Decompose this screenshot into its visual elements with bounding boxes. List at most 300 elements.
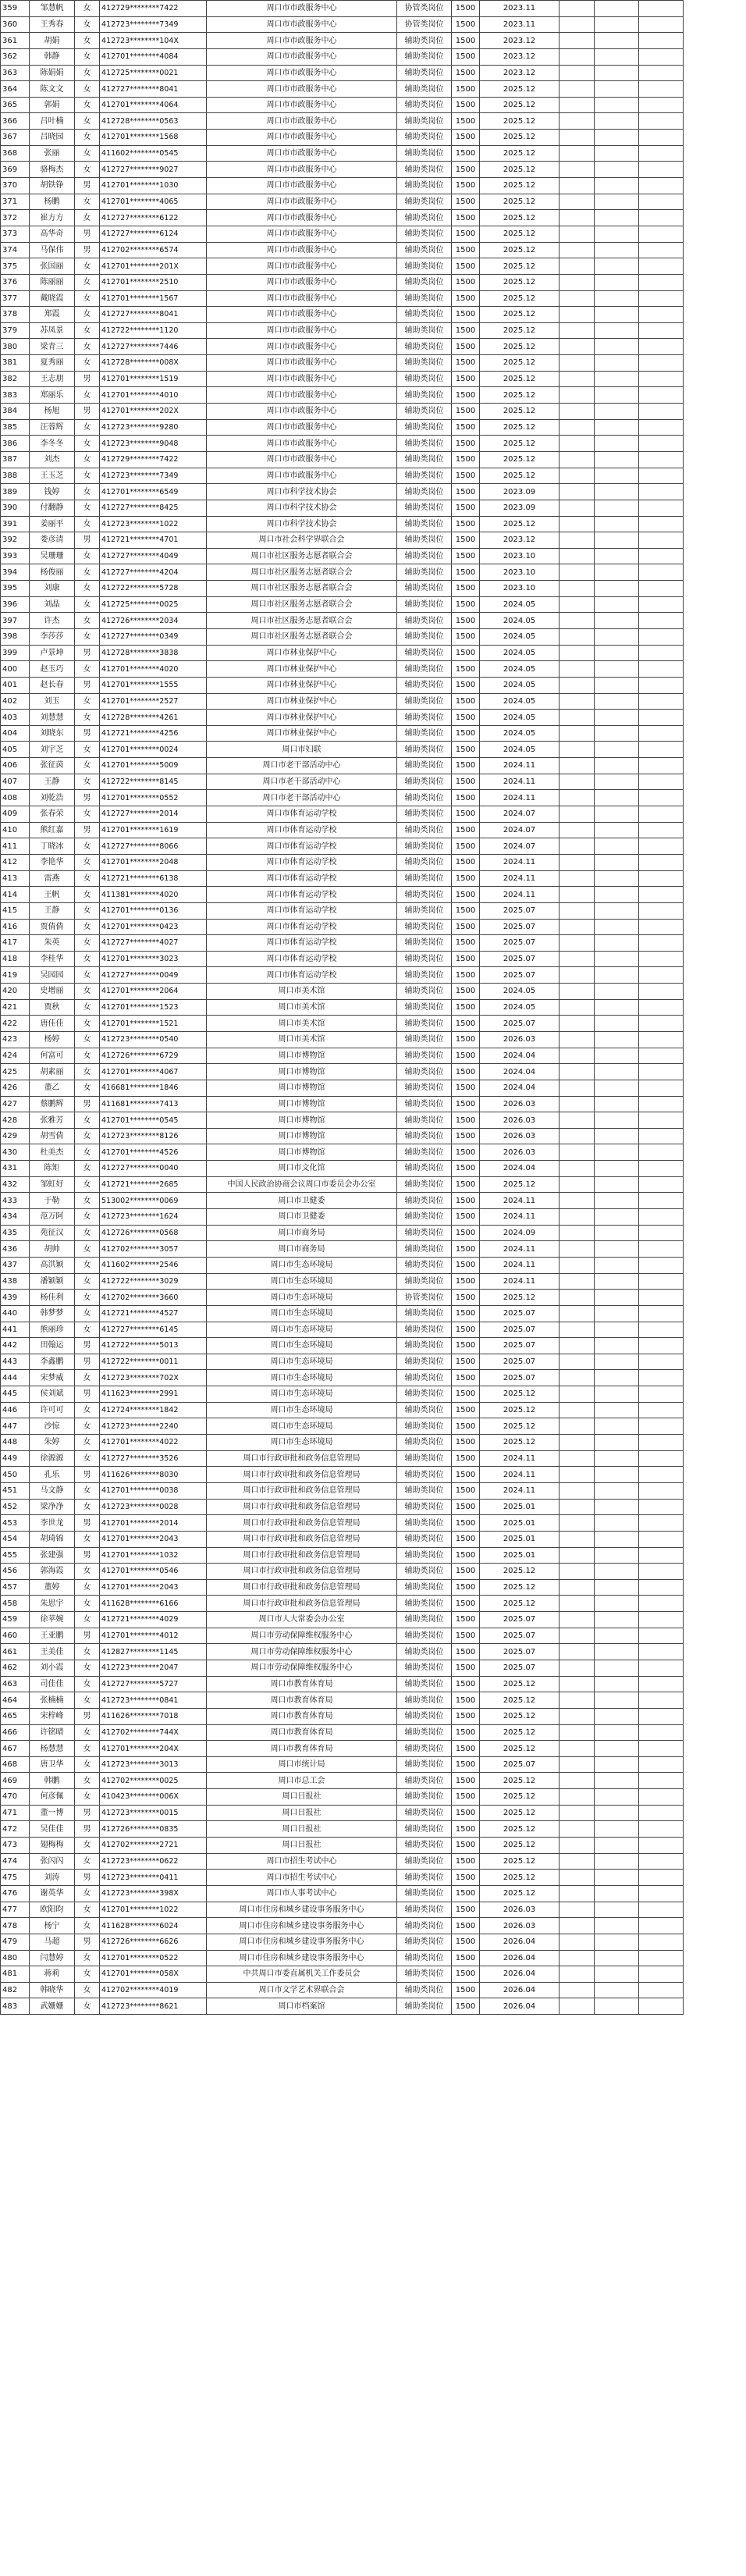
row-index-cell[interactable]: 440: [1, 1305, 30, 1322]
id-number-cell[interactable]: 412701********4020: [100, 661, 207, 678]
empty-cell[interactable]: [639, 1934, 684, 1950]
start-month-cell[interactable]: 2025.07: [480, 1756, 560, 1773]
empty-cell[interactable]: [595, 548, 639, 564]
id-number-cell[interactable]: 412727********6145: [100, 1322, 207, 1338]
person-name-cell[interactable]: 孔乐: [30, 1467, 75, 1483]
position-type-cell[interactable]: 辅助类岗位: [397, 1966, 452, 1983]
row-index-cell[interactable]: 395: [1, 581, 30, 597]
empty-cell[interactable]: [595, 113, 639, 130]
id-number-cell[interactable]: 412701********4022: [100, 1435, 207, 1451]
empty-cell[interactable]: [639, 902, 684, 919]
subsidy-amount-cell[interactable]: 1500: [452, 1692, 480, 1709]
work-unit-cell[interactable]: 周口市市政服务中心: [207, 162, 397, 178]
subsidy-amount-cell[interactable]: 1500: [452, 1579, 480, 1596]
person-name-cell[interactable]: 翅梅梅: [30, 1838, 75, 1854]
person-name-cell[interactable]: 刘小霞: [30, 1660, 75, 1676]
empty-cell[interactable]: [560, 16, 595, 33]
empty-cell[interactable]: [595, 838, 639, 855]
work-unit-cell[interactable]: 周口市行政审批和政务信息管理局: [207, 1450, 397, 1467]
position-type-cell[interactable]: 辅助类岗位: [397, 1998, 452, 2015]
row-index-cell[interactable]: 432: [1, 1176, 30, 1193]
start-month-cell[interactable]: 2024.05: [480, 693, 560, 710]
empty-cell[interactable]: [560, 1724, 595, 1741]
empty-cell[interactable]: [595, 1257, 639, 1273]
empty-cell[interactable]: [639, 1370, 684, 1386]
person-name-cell[interactable]: 熊红嘉: [30, 822, 75, 838]
empty-cell[interactable]: [595, 1322, 639, 1338]
subsidy-amount-cell[interactable]: 1500: [452, 854, 480, 870]
position-type-cell[interactable]: 辅助类岗位: [397, 1241, 452, 1258]
empty-cell[interactable]: [595, 1838, 639, 1854]
gender-cell[interactable]: 女: [75, 548, 100, 564]
empty-cell[interactable]: [639, 661, 684, 678]
id-number-cell[interactable]: 412727********6124: [100, 226, 207, 242]
position-type-cell[interactable]: 辅助类岗位: [397, 1531, 452, 1547]
row-index-cell[interactable]: 448: [1, 1435, 30, 1451]
start-month-cell[interactable]: 2026.03: [480, 1096, 560, 1112]
empty-cell[interactable]: [639, 951, 684, 967]
subsidy-amount-cell[interactable]: 1500: [452, 81, 480, 98]
person-name-cell[interactable]: 武姗姗: [30, 1998, 75, 2015]
position-type-cell[interactable]: 辅助类岗位: [397, 1032, 452, 1048]
id-number-cell[interactable]: 412727********8041: [100, 81, 207, 98]
position-type-cell[interactable]: 辅助类岗位: [397, 645, 452, 661]
gender-cell[interactable]: 女: [75, 1482, 100, 1499]
gender-cell[interactable]: 男: [75, 1870, 100, 1886]
empty-cell[interactable]: [639, 1322, 684, 1338]
id-number-cell[interactable]: 412723********0028: [100, 1499, 207, 1515]
work-unit-cell[interactable]: 周口市市政服务中心: [207, 290, 397, 307]
position-type-cell[interactable]: 辅助类岗位: [397, 693, 452, 710]
empty-cell[interactable]: [595, 274, 639, 290]
row-index-cell[interactable]: 360: [1, 16, 30, 33]
start-month-cell[interactable]: 2025.12: [480, 419, 560, 436]
id-number-cell[interactable]: 412723********0015: [100, 1805, 207, 1821]
gender-cell[interactable]: 女: [75, 274, 100, 290]
work-unit-cell[interactable]: 周口市行政审批和政务信息管理局: [207, 1515, 397, 1532]
id-number-cell[interactable]: 412701********2043: [100, 1579, 207, 1596]
row-index-cell[interactable]: 402: [1, 693, 30, 710]
start-month-cell[interactable]: 2024.11: [480, 1273, 560, 1290]
empty-cell[interactable]: [639, 1144, 684, 1161]
subsidy-amount-cell[interactable]: 1500: [452, 661, 480, 678]
empty-cell[interactable]: [639, 1435, 684, 1451]
empty-cell[interactable]: [639, 822, 684, 838]
row-index-cell[interactable]: 467: [1, 1741, 30, 1757]
empty-cell[interactable]: [639, 1064, 684, 1080]
id-number-cell[interactable]: 412701********2048: [100, 854, 207, 870]
subsidy-amount-cell[interactable]: 1500: [452, 935, 480, 952]
start-month-cell[interactable]: 2024.05: [480, 725, 560, 742]
empty-cell[interactable]: [595, 436, 639, 452]
empty-cell[interactable]: [560, 1579, 595, 1596]
id-number-cell[interactable]: 412727********0049: [100, 967, 207, 984]
subsidy-amount-cell[interactable]: 1500: [452, 628, 480, 645]
position-type-cell[interactable]: 辅助类岗位: [397, 113, 452, 130]
person-name-cell[interactable]: 蔡鹏辉: [30, 1096, 75, 1112]
person-name-cell[interactable]: 司佳佳: [30, 1676, 75, 1692]
empty-cell[interactable]: [595, 806, 639, 823]
empty-cell[interactable]: [560, 500, 595, 516]
empty-cell[interactable]: [595, 242, 639, 258]
empty-cell[interactable]: [639, 548, 684, 564]
row-index-cell[interactable]: 404: [1, 725, 30, 742]
subsidy-amount-cell[interactable]: 1500: [452, 1870, 480, 1886]
person-name-cell[interactable]: 董乙: [30, 1080, 75, 1096]
position-type-cell[interactable]: 辅助类岗位: [397, 806, 452, 823]
person-name-cell[interactable]: 韩静: [30, 48, 75, 65]
subsidy-amount-cell[interactable]: 1500: [452, 1531, 480, 1547]
work-unit-cell[interactable]: 周口市林业保护中心: [207, 661, 397, 678]
start-month-cell[interactable]: 2025.07: [480, 1322, 560, 1338]
start-month-cell[interactable]: 2025.12: [480, 130, 560, 146]
empty-cell[interactable]: [560, 628, 595, 645]
gender-cell[interactable]: 女: [75, 451, 100, 468]
empty-cell[interactable]: [639, 339, 684, 355]
empty-cell[interactable]: [639, 1305, 684, 1322]
empty-cell[interactable]: [560, 1773, 595, 1789]
position-type-cell[interactable]: 辅助类岗位: [397, 1322, 452, 1338]
id-number-cell[interactable]: 412726********6626: [100, 1934, 207, 1950]
work-unit-cell[interactable]: 周口市博物馆: [207, 1128, 397, 1144]
person-name-cell[interactable]: 贾秋: [30, 999, 75, 1016]
subsidy-amount-cell[interactable]: 1500: [452, 178, 480, 194]
start-month-cell[interactable]: 2024.05: [480, 645, 560, 661]
row-index-cell[interactable]: 388: [1, 468, 30, 484]
empty-cell[interactable]: [560, 468, 595, 484]
row-index-cell[interactable]: 454: [1, 1531, 30, 1547]
work-unit-cell[interactable]: 周口日报社: [207, 1821, 397, 1838]
row-index-cell[interactable]: 418: [1, 951, 30, 967]
empty-cell[interactable]: [560, 242, 595, 258]
empty-cell[interactable]: [560, 1596, 595, 1612]
start-month-cell[interactable]: 2023.11: [480, 16, 560, 33]
start-month-cell[interactable]: 2025.12: [480, 451, 560, 468]
gender-cell[interactable]: 女: [75, 758, 100, 774]
position-type-cell[interactable]: 辅助类岗位: [397, 339, 452, 355]
position-type-cell[interactable]: 辅助类岗位: [397, 1676, 452, 1692]
empty-cell[interactable]: [560, 693, 595, 710]
work-unit-cell[interactable]: 周口市美术馆: [207, 1032, 397, 1048]
gender-cell[interactable]: 女: [75, 564, 100, 581]
empty-cell[interactable]: [560, 902, 595, 919]
id-number-cell[interactable]: 412727********3526: [100, 1450, 207, 1467]
subsidy-amount-cell[interactable]: 1500: [452, 1676, 480, 1692]
subsidy-amount-cell[interactable]: 1500: [452, 1305, 480, 1322]
position-type-cell[interactable]: 辅助类岗位: [397, 1064, 452, 1080]
start-month-cell[interactable]: 2023.09: [480, 484, 560, 500]
id-number-cell[interactable]: 412727********8425: [100, 500, 207, 516]
start-month-cell[interactable]: 2026.03: [480, 1918, 560, 1934]
empty-cell[interactable]: [595, 1499, 639, 1515]
position-type-cell[interactable]: 辅助类岗位: [397, 887, 452, 903]
row-index-cell[interactable]: 439: [1, 1290, 30, 1306]
id-number-cell[interactable]: 412701********3023: [100, 951, 207, 967]
gender-cell[interactable]: 女: [75, 145, 100, 162]
empty-cell[interactable]: [595, 1531, 639, 1547]
gender-cell[interactable]: 男: [75, 1338, 100, 1354]
row-index-cell[interactable]: 463: [1, 1676, 30, 1692]
empty-cell[interactable]: [639, 468, 684, 484]
start-month-cell[interactable]: 2025.12: [480, 1805, 560, 1821]
person-name-cell[interactable]: 沙惊: [30, 1418, 75, 1435]
start-month-cell[interactable]: 2025.12: [480, 178, 560, 194]
person-name-cell[interactable]: 高华奇: [30, 226, 75, 242]
person-name-cell[interactable]: 骆梅杰: [30, 162, 75, 178]
gender-cell[interactable]: 女: [75, 1644, 100, 1660]
work-unit-cell[interactable]: 周口市劳动保障维权服务中心: [207, 1644, 397, 1660]
person-name-cell[interactable]: 杨俊丽: [30, 564, 75, 581]
work-unit-cell[interactable]: 周口市市政服务中心: [207, 307, 397, 323]
start-month-cell[interactable]: 2025.12: [480, 1290, 560, 1306]
start-month-cell[interactable]: 2023.10: [480, 564, 560, 581]
work-unit-cell[interactable]: 周口市市政服务中心: [207, 468, 397, 484]
row-index-cell[interactable]: 394: [1, 564, 30, 581]
work-unit-cell[interactable]: 周口市博物馆: [207, 1096, 397, 1112]
empty-cell[interactable]: [639, 1048, 684, 1064]
row-index-cell[interactable]: 361: [1, 33, 30, 49]
id-number-cell[interactable]: 412701********2064: [100, 984, 207, 1000]
empty-cell[interactable]: [595, 1193, 639, 1209]
empty-cell[interactable]: [639, 33, 684, 49]
id-number-cell[interactable]: 412721********2685: [100, 1176, 207, 1193]
gender-cell[interactable]: 女: [75, 1773, 100, 1789]
row-index-cell[interactable]: 374: [1, 242, 30, 258]
row-index-cell[interactable]: 426: [1, 1080, 30, 1096]
empty-cell[interactable]: [595, 1338, 639, 1354]
empty-cell[interactable]: [595, 919, 639, 935]
row-index-cell[interactable]: 390: [1, 500, 30, 516]
empty-cell[interactable]: [595, 451, 639, 468]
empty-cell[interactable]: [595, 162, 639, 178]
empty-cell[interactable]: [595, 774, 639, 790]
work-unit-cell[interactable]: 周口市美术馆: [207, 984, 397, 1000]
start-month-cell[interactable]: 2024.11: [480, 870, 560, 887]
subsidy-amount-cell[interactable]: 1500: [452, 1176, 480, 1193]
subsidy-amount-cell[interactable]: 1500: [452, 967, 480, 984]
id-number-cell[interactable]: 412729********7422: [100, 1, 207, 17]
empty-cell[interactable]: [639, 838, 684, 855]
work-unit-cell[interactable]: 周口市体育运动学校: [207, 822, 397, 838]
row-index-cell[interactable]: 410: [1, 822, 30, 838]
empty-cell[interactable]: [560, 1418, 595, 1435]
gender-cell[interactable]: 男: [75, 404, 100, 420]
id-number-cell[interactable]: 412701********1568: [100, 130, 207, 146]
empty-cell[interactable]: [560, 1612, 595, 1628]
work-unit-cell[interactable]: 周口市社区服务志愿者联合会: [207, 581, 397, 597]
empty-cell[interactable]: [639, 999, 684, 1016]
id-number-cell[interactable]: 411628********6024: [100, 1918, 207, 1934]
subsidy-amount-cell[interactable]: 1500: [452, 290, 480, 307]
gender-cell[interactable]: 女: [75, 887, 100, 903]
row-index-cell[interactable]: 472: [1, 1821, 30, 1838]
start-month-cell[interactable]: 2025.12: [480, 1176, 560, 1193]
start-month-cell[interactable]: 2025.07: [480, 1338, 560, 1354]
start-month-cell[interactable]: 2026.03: [480, 1144, 560, 1161]
empty-cell[interactable]: [595, 1885, 639, 1902]
start-month-cell[interactable]: 2025.12: [480, 371, 560, 387]
work-unit-cell[interactable]: 周口市市政服务中心: [207, 1, 397, 17]
empty-cell[interactable]: [595, 870, 639, 887]
id-number-cell[interactable]: 412701********0545: [100, 1112, 207, 1129]
position-type-cell[interactable]: 辅助类岗位: [397, 145, 452, 162]
row-index-cell[interactable]: 368: [1, 145, 30, 162]
row-index-cell[interactable]: 428: [1, 1112, 30, 1129]
empty-cell[interactable]: [595, 1290, 639, 1306]
empty-cell[interactable]: [639, 1692, 684, 1709]
empty-cell[interactable]: [639, 242, 684, 258]
person-name-cell[interactable]: 杜美杰: [30, 1144, 75, 1161]
work-unit-cell[interactable]: 周口市市政服务中心: [207, 145, 397, 162]
empty-cell[interactable]: [560, 725, 595, 742]
row-index-cell[interactable]: 373: [1, 226, 30, 242]
work-unit-cell[interactable]: 周口市商务局: [207, 1225, 397, 1241]
empty-cell[interactable]: [639, 500, 684, 516]
id-number-cell[interactable]: 412727********5727: [100, 1676, 207, 1692]
person-name-cell[interactable]: 陈文文: [30, 81, 75, 98]
work-unit-cell[interactable]: 周口市市政服务中心: [207, 419, 397, 436]
position-type-cell[interactable]: 辅助类岗位: [397, 1418, 452, 1435]
work-unit-cell[interactable]: 周口市社区服务志愿者联合会: [207, 564, 397, 581]
subsidy-amount-cell[interactable]: 1500: [452, 1096, 480, 1112]
row-index-cell[interactable]: 372: [1, 210, 30, 226]
empty-cell[interactable]: [560, 113, 595, 130]
person-name-cell[interactable]: 王玉芝: [30, 468, 75, 484]
id-number-cell[interactable]: 411623********2991: [100, 1386, 207, 1403]
work-unit-cell[interactable]: 周口市体育运动学校: [207, 838, 397, 855]
empty-cell[interactable]: [595, 1144, 639, 1161]
person-name-cell[interactable]: 崔方方: [30, 210, 75, 226]
subsidy-amount-cell[interactable]: 1500: [452, 48, 480, 65]
empty-cell[interactable]: [639, 226, 684, 242]
position-type-cell[interactable]: 辅助类岗位: [397, 1950, 452, 1966]
person-name-cell[interactable]: 郭海霞: [30, 1564, 75, 1580]
position-type-cell[interactable]: 辅助类岗位: [397, 1628, 452, 1644]
position-type-cell[interactable]: 辅助类岗位: [397, 1096, 452, 1112]
empty-cell[interactable]: [595, 1612, 639, 1628]
gender-cell[interactable]: 女: [75, 1789, 100, 1806]
gender-cell[interactable]: 女: [75, 1305, 100, 1322]
work-unit-cell[interactable]: 周口市科学技术协会: [207, 500, 397, 516]
gender-cell[interactable]: 女: [75, 1692, 100, 1709]
person-name-cell[interactable]: 杨佳利: [30, 1290, 75, 1306]
position-type-cell[interactable]: 辅助类岗位: [397, 48, 452, 65]
row-index-cell[interactable]: 429: [1, 1128, 30, 1144]
empty-cell[interactable]: [595, 290, 639, 307]
gender-cell[interactable]: 女: [75, 1128, 100, 1144]
empty-cell[interactable]: [560, 677, 595, 693]
empty-cell[interactable]: [595, 1225, 639, 1241]
subsidy-amount-cell[interactable]: 1500: [452, 339, 480, 355]
subsidy-amount-cell[interactable]: 1500: [452, 1918, 480, 1934]
start-month-cell[interactable]: 2024.11: [480, 1257, 560, 1273]
id-number-cell[interactable]: 412727********9027: [100, 162, 207, 178]
row-index-cell[interactable]: 478: [1, 1918, 30, 1934]
person-name-cell[interactable]: 刘宇芝: [30, 742, 75, 758]
empty-cell[interactable]: [639, 322, 684, 339]
position-type-cell[interactable]: 辅助类岗位: [397, 1756, 452, 1773]
work-unit-cell[interactable]: 周口市市政服务中心: [207, 436, 397, 452]
id-number-cell[interactable]: 412727********4027: [100, 935, 207, 952]
subsidy-amount-cell[interactable]: 1500: [452, 1805, 480, 1821]
empty-cell[interactable]: [639, 613, 684, 629]
subsidy-amount-cell[interactable]: 1500: [452, 355, 480, 372]
id-number-cell[interactable]: 412727********4049: [100, 548, 207, 564]
start-month-cell[interactable]: 2025.07: [480, 902, 560, 919]
person-name-cell[interactable]: 梁净净: [30, 1499, 75, 1515]
start-month-cell[interactable]: 2024.11: [480, 1193, 560, 1209]
person-name-cell[interactable]: 陈矩: [30, 1161, 75, 1177]
start-month-cell[interactable]: 2024.05: [480, 661, 560, 678]
work-unit-cell[interactable]: 周口市行政审批和政务信息管理局: [207, 1531, 397, 1547]
id-number-cell[interactable]: 412701********1555: [100, 677, 207, 693]
empty-cell[interactable]: [560, 1096, 595, 1112]
empty-cell[interactable]: [595, 210, 639, 226]
subsidy-amount-cell[interactable]: 1500: [452, 16, 480, 33]
id-number-cell[interactable]: 513002********0069: [100, 1193, 207, 1209]
person-name-cell[interactable]: 王美佳: [30, 1644, 75, 1660]
row-index-cell[interactable]: 391: [1, 516, 30, 532]
start-month-cell[interactable]: 2025.12: [480, 113, 560, 130]
empty-cell[interactable]: [595, 1821, 639, 1838]
work-unit-cell[interactable]: 周口市美术馆: [207, 999, 397, 1016]
empty-cell[interactable]: [595, 790, 639, 806]
position-type-cell[interactable]: 辅助类岗位: [397, 178, 452, 194]
subsidy-amount-cell[interactable]: 1500: [452, 436, 480, 452]
work-unit-cell[interactable]: 周口市生态环境局: [207, 1290, 397, 1306]
position-type-cell[interactable]: 辅助类岗位: [397, 65, 452, 81]
row-index-cell[interactable]: 465: [1, 1708, 30, 1724]
start-month-cell[interactable]: 2025.12: [480, 307, 560, 323]
empty-cell[interactable]: [595, 1241, 639, 1258]
gender-cell[interactable]: 女: [75, 97, 100, 113]
row-index-cell[interactable]: 481: [1, 1966, 30, 1983]
row-index-cell[interactable]: 460: [1, 1628, 30, 1644]
row-index-cell[interactable]: 382: [1, 371, 30, 387]
empty-cell[interactable]: [560, 1290, 595, 1306]
row-index-cell[interactable]: 385: [1, 419, 30, 436]
id-number-cell[interactable]: 412702********6574: [100, 242, 207, 258]
id-number-cell[interactable]: 412702********744X: [100, 1724, 207, 1741]
person-name-cell[interactable]: 卢景坤: [30, 645, 75, 661]
id-number-cell[interactable]: 412723********7349: [100, 16, 207, 33]
empty-cell[interactable]: [639, 1096, 684, 1112]
position-type-cell[interactable]: 协管类岗位: [397, 1290, 452, 1306]
subsidy-amount-cell[interactable]: 1500: [452, 65, 480, 81]
start-month-cell[interactable]: 2025.12: [480, 1402, 560, 1418]
subsidy-amount-cell[interactable]: 1500: [452, 596, 480, 613]
gender-cell[interactable]: 女: [75, 1676, 100, 1692]
id-number-cell[interactable]: 412727********2014: [100, 806, 207, 823]
empty-cell[interactable]: [595, 710, 639, 726]
position-type-cell[interactable]: 辅助类岗位: [397, 290, 452, 307]
person-name-cell[interactable]: 张征茵: [30, 758, 75, 774]
gender-cell[interactable]: 女: [75, 113, 100, 130]
empty-cell[interactable]: [639, 1853, 684, 1870]
work-unit-cell[interactable]: 周口市科学技术协会: [207, 516, 397, 532]
gender-cell[interactable]: 男: [75, 1628, 100, 1644]
position-type-cell[interactable]: 辅助类岗位: [397, 162, 452, 178]
empty-cell[interactable]: [639, 1612, 684, 1628]
person-name-cell[interactable]: 张闪闪: [30, 1853, 75, 1870]
gender-cell[interactable]: 女: [75, 500, 100, 516]
work-unit-cell[interactable]: 周口市行政审批和政务信息管理局: [207, 1482, 397, 1499]
gender-cell[interactable]: 女: [75, 516, 100, 532]
start-month-cell[interactable]: 2025.12: [480, 242, 560, 258]
subsidy-amount-cell[interactable]: 1500: [452, 548, 480, 564]
person-name-cell[interactable]: 胡帅: [30, 1241, 75, 1258]
work-unit-cell[interactable]: 周口市市政服务中心: [207, 274, 397, 290]
